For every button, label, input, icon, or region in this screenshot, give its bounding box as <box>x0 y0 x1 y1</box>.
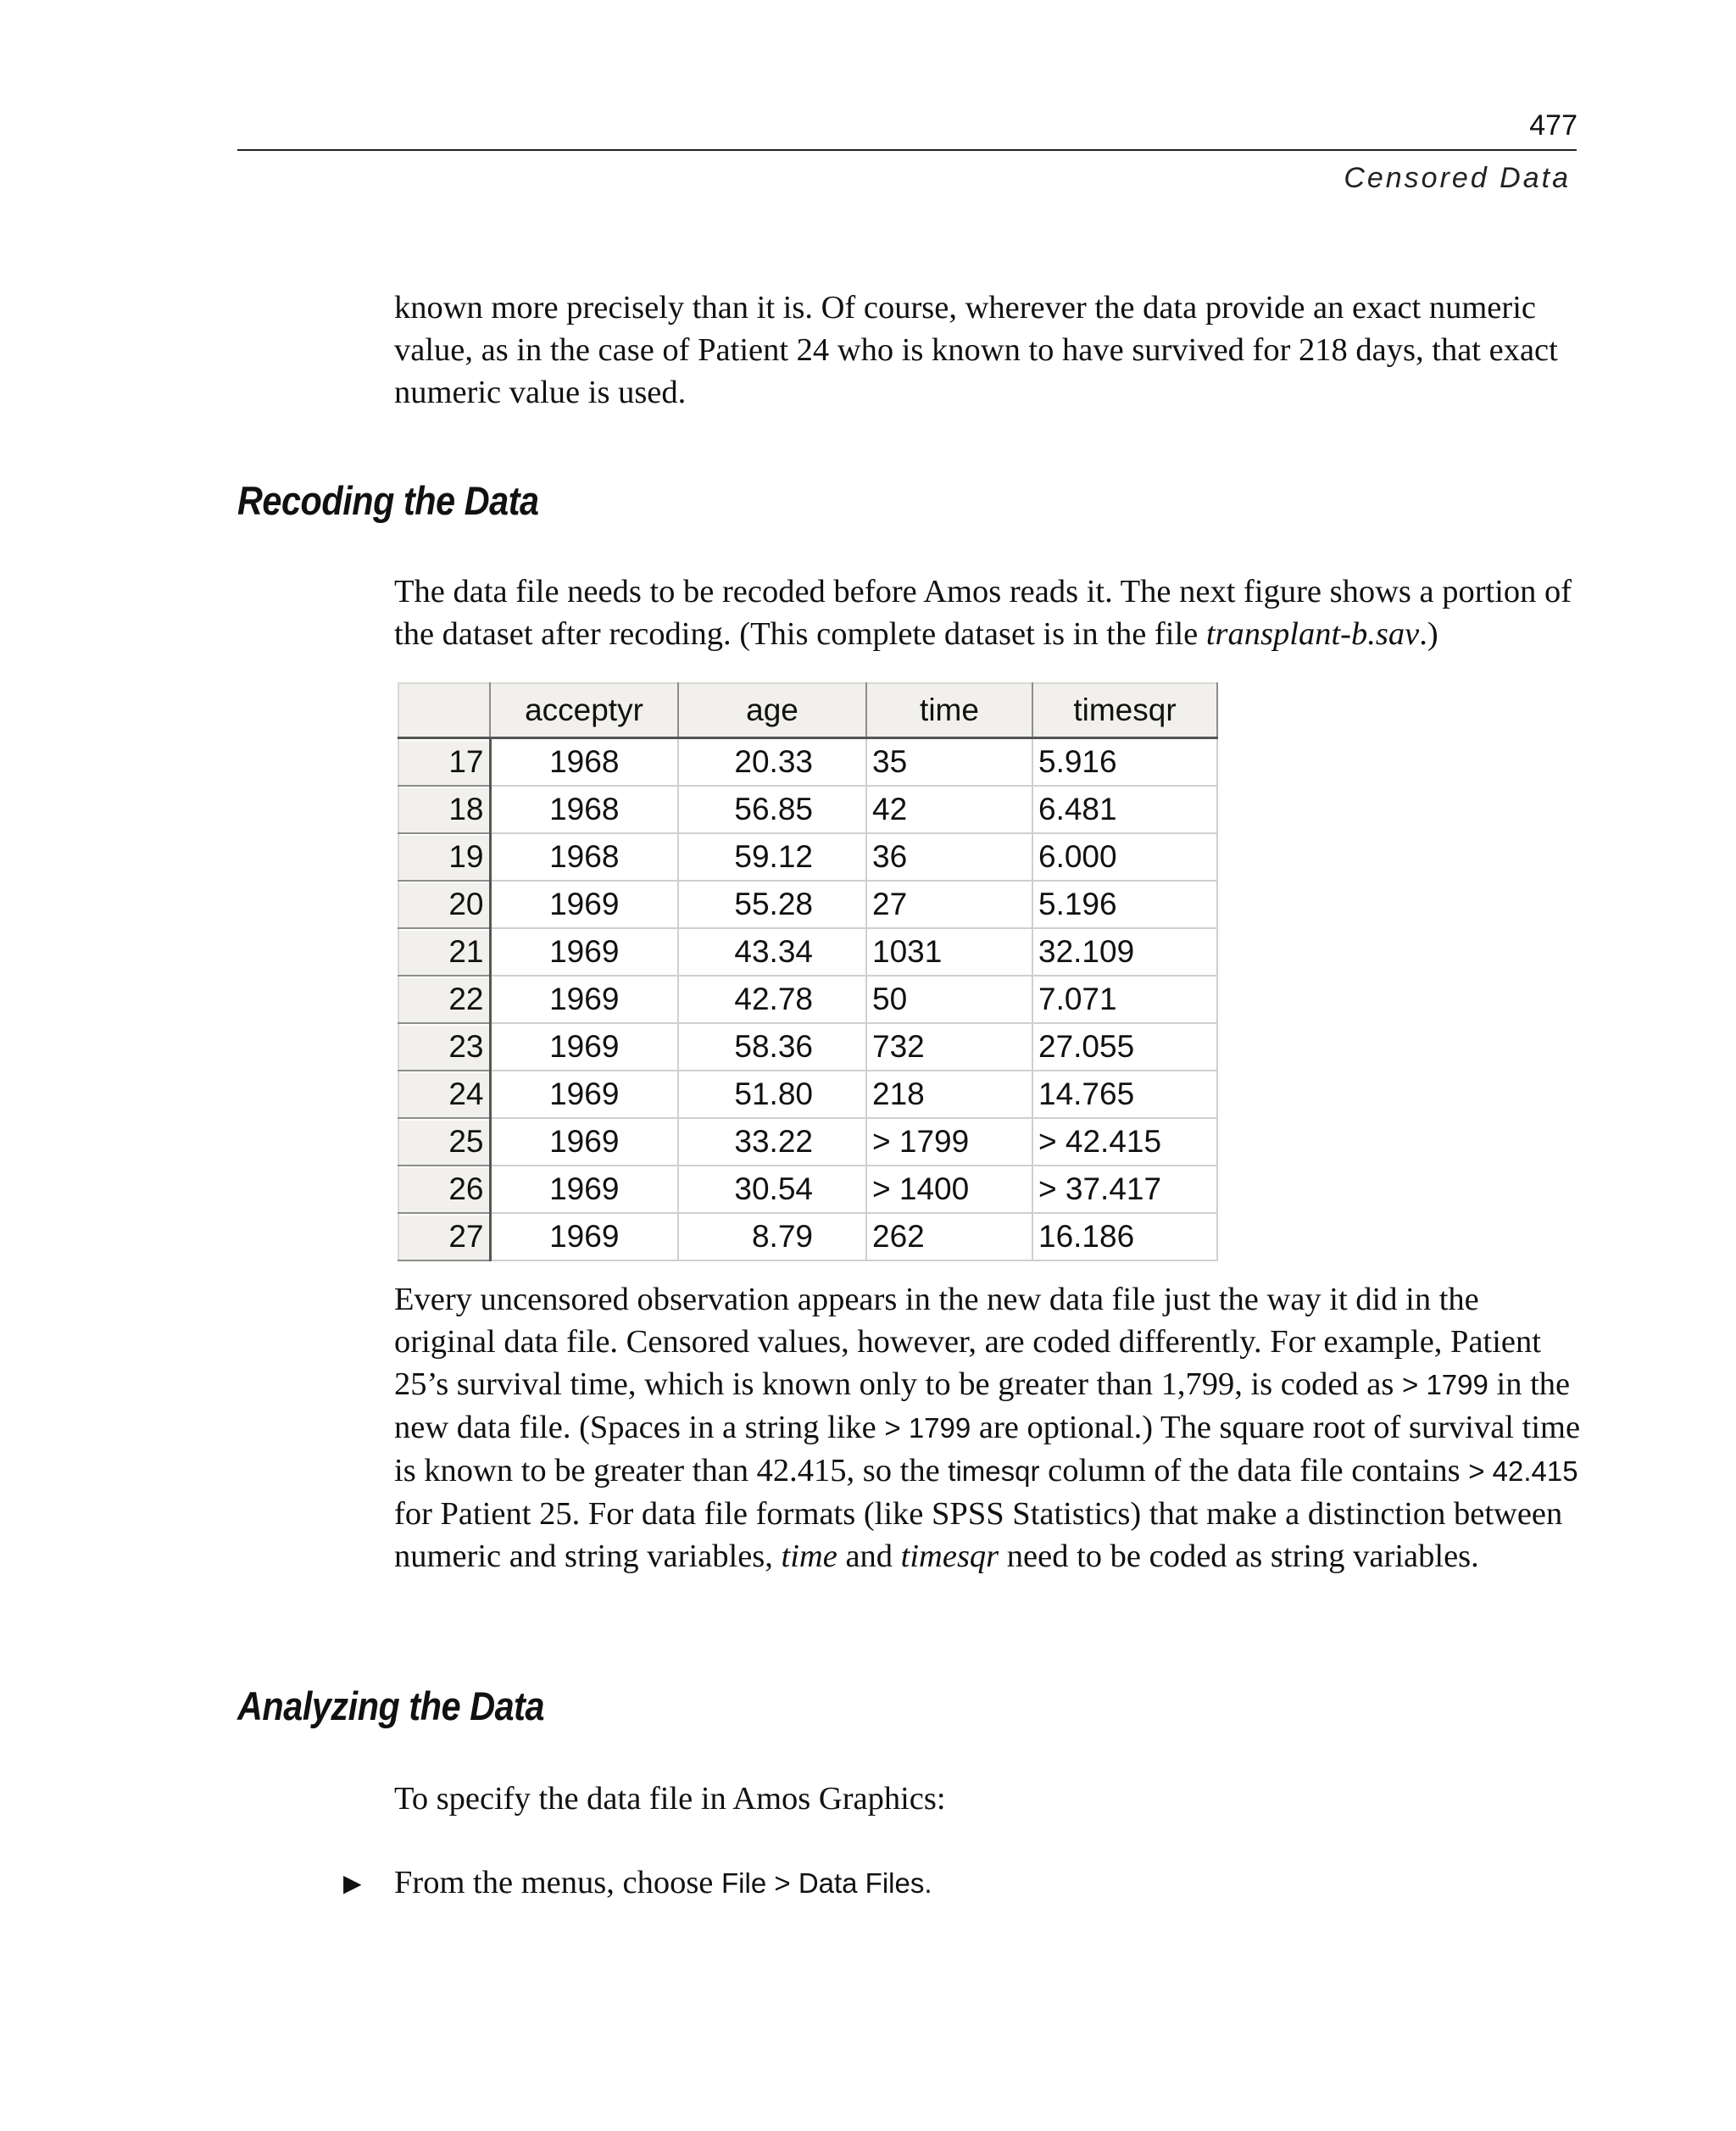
recoding-text: The data file needs to be recoded before Amos reads it. The next figure shows a portion of the dataset after recoding. (This complete dataset is in the file <box>394 574 1572 652</box>
table-row <box>398 833 1217 881</box>
cell-timesqr[interactable]: 7.071 <box>1032 976 1217 1023</box>
cell-timesqr[interactable]: > 37.417 <box>1032 1166 1217 1213</box>
explanation-paragraph <box>394 1278 1581 1577</box>
column-header[interactable]: timesqr <box>1032 683 1217 738</box>
code-value: > 1799 <box>1402 1369 1488 1400</box>
cell-time[interactable]: 36 <box>866 833 1032 881</box>
code-value: > 42.415 <box>1468 1455 1578 1487</box>
table-row <box>398 928 1217 976</box>
cell-age[interactable]: 8.79 <box>678 1213 866 1260</box>
cell-age[interactable]: 43.34 <box>678 928 866 976</box>
cell-age[interactable]: 58.36 <box>678 1023 866 1071</box>
row-number[interactable]: 22 <box>398 976 490 1023</box>
row-number[interactable]: 21 <box>398 928 490 976</box>
explanation-text: in the new data file. (Spaces in a string like <box>394 1366 1571 1445</box>
cell-acceptyr[interactable]: 1969 <box>490 976 678 1023</box>
cell-time[interactable]: > 1799 <box>866 1118 1032 1166</box>
cell-age[interactable]: 51.80 <box>678 1071 866 1118</box>
table-row <box>398 1213 1217 1260</box>
instruction-step <box>343 1861 1581 1906</box>
variable-name: time <box>781 1538 837 1574</box>
cell-age[interactable]: 33.22 <box>678 1118 866 1166</box>
cell-time[interactable]: 50 <box>866 976 1032 1023</box>
explanation-text: need to be coded as string variables. <box>999 1538 1479 1574</box>
cell-timesqr[interactable]: 5.916 <box>1032 738 1217 787</box>
row-number[interactable]: 25 <box>398 1118 490 1166</box>
cell-time[interactable]: 27 <box>866 881 1032 928</box>
variable-name: timesqr <box>900 1538 999 1574</box>
cell-time[interactable]: 218 <box>866 1071 1032 1118</box>
page-number: 477 <box>1529 109 1577 142</box>
header-rule <box>237 149 1577 151</box>
file-name: transplant-b.sav <box>1205 616 1420 652</box>
cell-timesqr[interactable]: 6.481 <box>1032 786 1217 833</box>
column-header[interactable]: acceptyr <box>490 683 678 738</box>
menu-separator: > <box>766 1867 798 1899</box>
table-header-row <box>398 683 1217 738</box>
cell-time[interactable]: 732 <box>866 1023 1032 1071</box>
column-header[interactable]: age <box>678 683 866 738</box>
section-heading-recoding: Recoding the Data <box>237 478 539 523</box>
row-number[interactable]: 19 <box>398 833 490 881</box>
table-row <box>398 976 1217 1023</box>
intro-paragraph: known more precisely than it is. Of course, wherever the data provide an exact numeric value, as in the case of Patient 24 who is known to have survived for 218 days, that exact numeric value is used. <box>394 290 1558 410</box>
cell-age[interactable]: 56.85 <box>678 786 866 833</box>
row-number[interactable]: 20 <box>398 881 490 928</box>
row-number[interactable]: 23 <box>398 1023 490 1071</box>
cell-age[interactable]: 42.78 <box>678 976 866 1023</box>
cell-acceptyr[interactable]: 1969 <box>490 928 678 976</box>
analyzing-paragraph: To specify the data file in Amos Graphics: <box>394 1781 946 1817</box>
table-corner[interactable] <box>398 683 490 738</box>
cell-acceptyr[interactable]: 1969 <box>490 1023 678 1071</box>
table-row <box>398 1166 1217 1213</box>
step-text: From the menus, choose <box>394 1865 722 1900</box>
cell-acceptyr[interactable]: 1968 <box>490 786 678 833</box>
row-number[interactable]: 24 <box>398 1071 490 1118</box>
cell-timesqr[interactable]: 14.765 <box>1032 1071 1217 1118</box>
cell-time[interactable]: 1031 <box>866 928 1032 976</box>
cell-time[interactable]: 35 <box>866 738 1032 787</box>
cell-acceptyr[interactable]: 1968 <box>490 738 678 787</box>
cell-timesqr[interactable]: 5.196 <box>1032 881 1217 928</box>
row-number[interactable]: 27 <box>398 1213 490 1260</box>
cell-timesqr[interactable]: 16.186 <box>1032 1213 1217 1260</box>
cell-timesqr[interactable]: 32.109 <box>1032 928 1217 976</box>
menu-file: File <box>721 1867 767 1899</box>
running-head: Censored Data <box>1344 162 1571 194</box>
section-heading-analyzing: Analyzing the Data <box>237 1683 545 1728</box>
cell-time[interactable]: 262 <box>866 1213 1032 1260</box>
table-row <box>398 738 1217 787</box>
step-end: . <box>924 1867 932 1899</box>
cell-age[interactable]: 59.12 <box>678 833 866 881</box>
recoding-paragraph <box>394 570 1581 655</box>
row-number[interactable]: 26 <box>398 1166 490 1213</box>
explanation-text: Every uncensored observation appears in the new data file just the way it did in the original data file. Censored values, however, are coded differently. For example, Patient 25’s survival time, which is known only to be greater than 1,799, is coded as <box>394 1282 1541 1402</box>
table-row <box>398 881 1217 928</box>
table-row <box>398 1118 1217 1166</box>
cell-age[interactable]: 30.54 <box>678 1166 866 1213</box>
data-table <box>398 682 1218 1261</box>
recoding-text-end: .) <box>1419 616 1438 652</box>
cell-acceptyr[interactable]: 1969 <box>490 1213 678 1260</box>
cell-time[interactable]: 42 <box>866 786 1032 833</box>
explanation-text: for Patient 25. For data file formats (like SPSS Statistics) that make a distinction between numeric and string variables, <box>394 1496 1563 1574</box>
cell-acceptyr[interactable]: 1969 <box>490 1118 678 1166</box>
explanation-text: column of the data file contains <box>1039 1453 1469 1488</box>
code-value: timesqr <box>948 1455 1040 1487</box>
row-number[interactable]: 17 <box>398 738 490 787</box>
cell-age[interactable]: 55.28 <box>678 881 866 928</box>
row-number[interactable]: 18 <box>398 786 490 833</box>
column-header[interactable]: time <box>866 683 1032 738</box>
cell-timesqr[interactable]: 6.000 <box>1032 833 1217 881</box>
cell-time[interactable]: > 1400 <box>866 1166 1032 1213</box>
code-value: > 1799 <box>884 1412 971 1444</box>
cell-acceptyr[interactable]: 1969 <box>490 881 678 928</box>
table-row <box>398 1023 1217 1071</box>
cell-acceptyr[interactable]: 1969 <box>490 1071 678 1118</box>
cell-timesqr[interactable]: > 42.415 <box>1032 1118 1217 1166</box>
cell-timesqr[interactable]: 27.055 <box>1032 1023 1217 1071</box>
table-row <box>398 786 1217 833</box>
cell-acceptyr[interactable]: 1968 <box>490 833 678 881</box>
triangle-bullet-icon: ▶ <box>343 1871 362 1897</box>
menu-data-files: Data Files <box>798 1867 925 1899</box>
explanation-text: are optional.) The square root of survival time is known to be greater than 42.415, so the <box>394 1410 1581 1488</box>
cell-age[interactable]: 20.33 <box>678 738 866 787</box>
table-row <box>398 1071 1217 1118</box>
explanation-text: and <box>837 1538 901 1574</box>
cell-acceptyr[interactable]: 1969 <box>490 1166 678 1213</box>
